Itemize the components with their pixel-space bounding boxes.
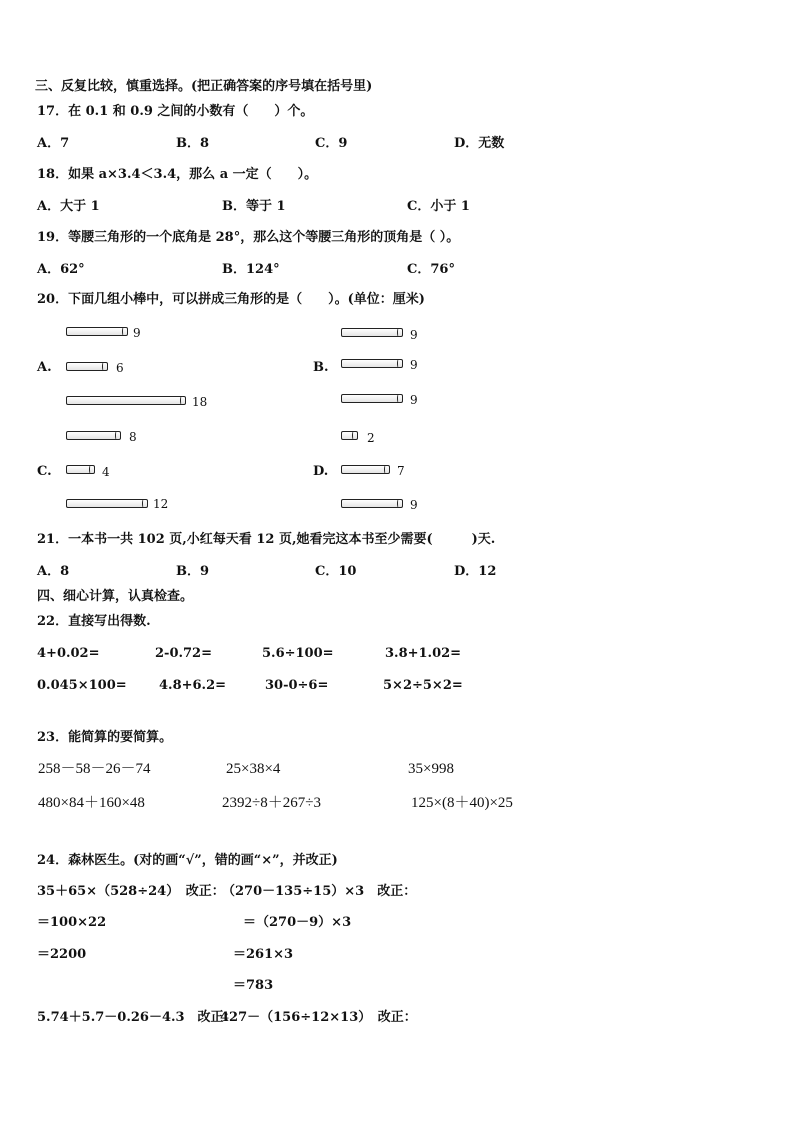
group-b-label: B. — [313, 360, 329, 375]
stick-a-2-length: 6 — [116, 361, 124, 375]
stick-d-2 — [341, 465, 390, 474]
q24-right-line-4: ＝783 — [233, 978, 274, 993]
q23-r2-c2: 2392÷8＋267÷3 — [222, 795, 321, 811]
q24-left-line-2: ＝100×22 — [37, 915, 107, 930]
stick-b-3 — [341, 394, 403, 403]
stick-c-1-length: 8 — [129, 430, 137, 444]
stick-c-1 — [66, 431, 121, 440]
q21-option-a: A．8 — [37, 564, 70, 579]
q22-r2-c3: 30-0÷6= — [265, 678, 329, 693]
stick-b-1-length: 9 — [410, 328, 418, 342]
q18-option-c: C．小于 1 — [407, 199, 470, 214]
q17-option-d: D．无数 — [454, 136, 505, 151]
q22-r1-c4: 3.8+1.02= — [385, 646, 462, 661]
q21-option-d: D．12 — [454, 564, 497, 579]
stick-c-2-length: 4 — [102, 465, 110, 479]
q18-stem: 18．如果 a×3.4＜3.4，那么 a 一定（ ）。 — [37, 167, 318, 182]
q21-option-c: C．10 — [315, 564, 357, 579]
stick-d-1 — [341, 431, 358, 440]
stick-c-3-length: 12 — [153, 497, 169, 511]
q24-bottom-right: 427－（156÷12×13） 改正： — [220, 1010, 417, 1025]
q19-option-a: A．62° — [37, 262, 85, 277]
q24-right-line-2: ＝（270－9）×3 — [243, 915, 352, 930]
q18-option-b: B．等于 1 — [222, 199, 286, 214]
q22-r1-c2: 2-0.72= — [155, 646, 212, 661]
q23-r1-c2: 25×38×4 — [226, 761, 281, 777]
stick-b-2-length: 9 — [410, 358, 418, 372]
q22-stem: 22．直接写出得数. — [37, 614, 151, 629]
q23-r1-c3: 35×998 — [408, 761, 454, 777]
q23-stem: 23．能简算的要简算。 — [37, 730, 173, 745]
stick-d-1-length: 2 — [367, 431, 375, 445]
q24-right-line-3: ＝261×3 — [233, 947, 294, 962]
q17-option-b: B．8 — [176, 136, 210, 151]
q20-stem: 20．下面几组小棒中，可以拼成三角形的是（ ）。(单位：厘米) — [37, 292, 425, 307]
stick-a-3 — [66, 396, 186, 405]
q17-option-c: C．9 — [315, 136, 348, 151]
q23-r1-c1: 258－58－26－74 — [38, 761, 151, 777]
q19-option-b: B．124° — [222, 262, 280, 277]
group-d-label: D. — [313, 464, 329, 479]
q24-right-line-1: （270－135÷15）×3 改正： — [222, 884, 417, 899]
q24-left-line-1: 35＋65×（528÷24） 改正： — [37, 884, 225, 899]
stick-a-2 — [66, 362, 108, 371]
section-4-title: 四、细心计算，认真检查。 — [37, 589, 194, 604]
q22-r1-c1: 4+0.02= — [37, 646, 100, 661]
q17-stem: 17．在 0.1 和 0.9 之间的小数有（ ）个。 — [37, 104, 314, 119]
stick-a-1-length: 9 — [133, 326, 141, 340]
stick-d-2-length: 7 — [397, 464, 405, 478]
stick-b-2 — [341, 359, 403, 368]
stick-d-3-length: 9 — [410, 498, 418, 512]
q17-option-a: A．7 — [37, 136, 70, 151]
q22-r1-c3: 5.6÷100= — [262, 646, 334, 661]
q23-r2-c3: 125×(8＋40)×25 — [411, 795, 513, 811]
q22-r2-c1: 0.045×100= — [37, 678, 127, 693]
stick-a-1 — [66, 327, 128, 336]
q21-stem: 21．一本书一共 102 页,小红每天看 12 页,她看完这本书至少需要( )天. — [37, 532, 496, 547]
q24-left-line-3: ＝2200 — [37, 947, 87, 962]
q24-bottom-left: 5.74＋5.7－0.26－4.3 改正： — [37, 1010, 237, 1025]
stick-c-3 — [66, 499, 148, 508]
q19-stem: 19．等腰三角形的一个底角是 28°，那么这个等腰三角形的顶角是（ ）。 — [37, 230, 460, 245]
q22-r2-c2: 4.8+6.2= — [159, 678, 227, 693]
group-a-label: A. — [37, 360, 52, 375]
q21-option-b: B．9 — [176, 564, 210, 579]
q18-option-a: A．大于 1 — [37, 199, 100, 214]
q23-r2-c1: 480×84＋160×48 — [38, 795, 145, 811]
stick-c-2 — [66, 465, 95, 474]
q22-r2-c4: 5×2÷5×2= — [383, 678, 463, 693]
stick-b-1 — [341, 328, 403, 337]
q19-option-c: C．76° — [407, 262, 455, 277]
stick-a-3-length: 18 — [192, 395, 208, 409]
section-3-title: 三、反复比较，慎重选择。(把正确答案的序号填在括号里) — [35, 79, 373, 94]
stick-b-3-length: 9 — [410, 393, 418, 407]
q24-stem: 24．森林医生。(对的画“√”，错的画“×”，并改正) — [37, 853, 338, 868]
stick-d-3 — [341, 499, 403, 508]
group-c-label: C. — [37, 464, 52, 479]
